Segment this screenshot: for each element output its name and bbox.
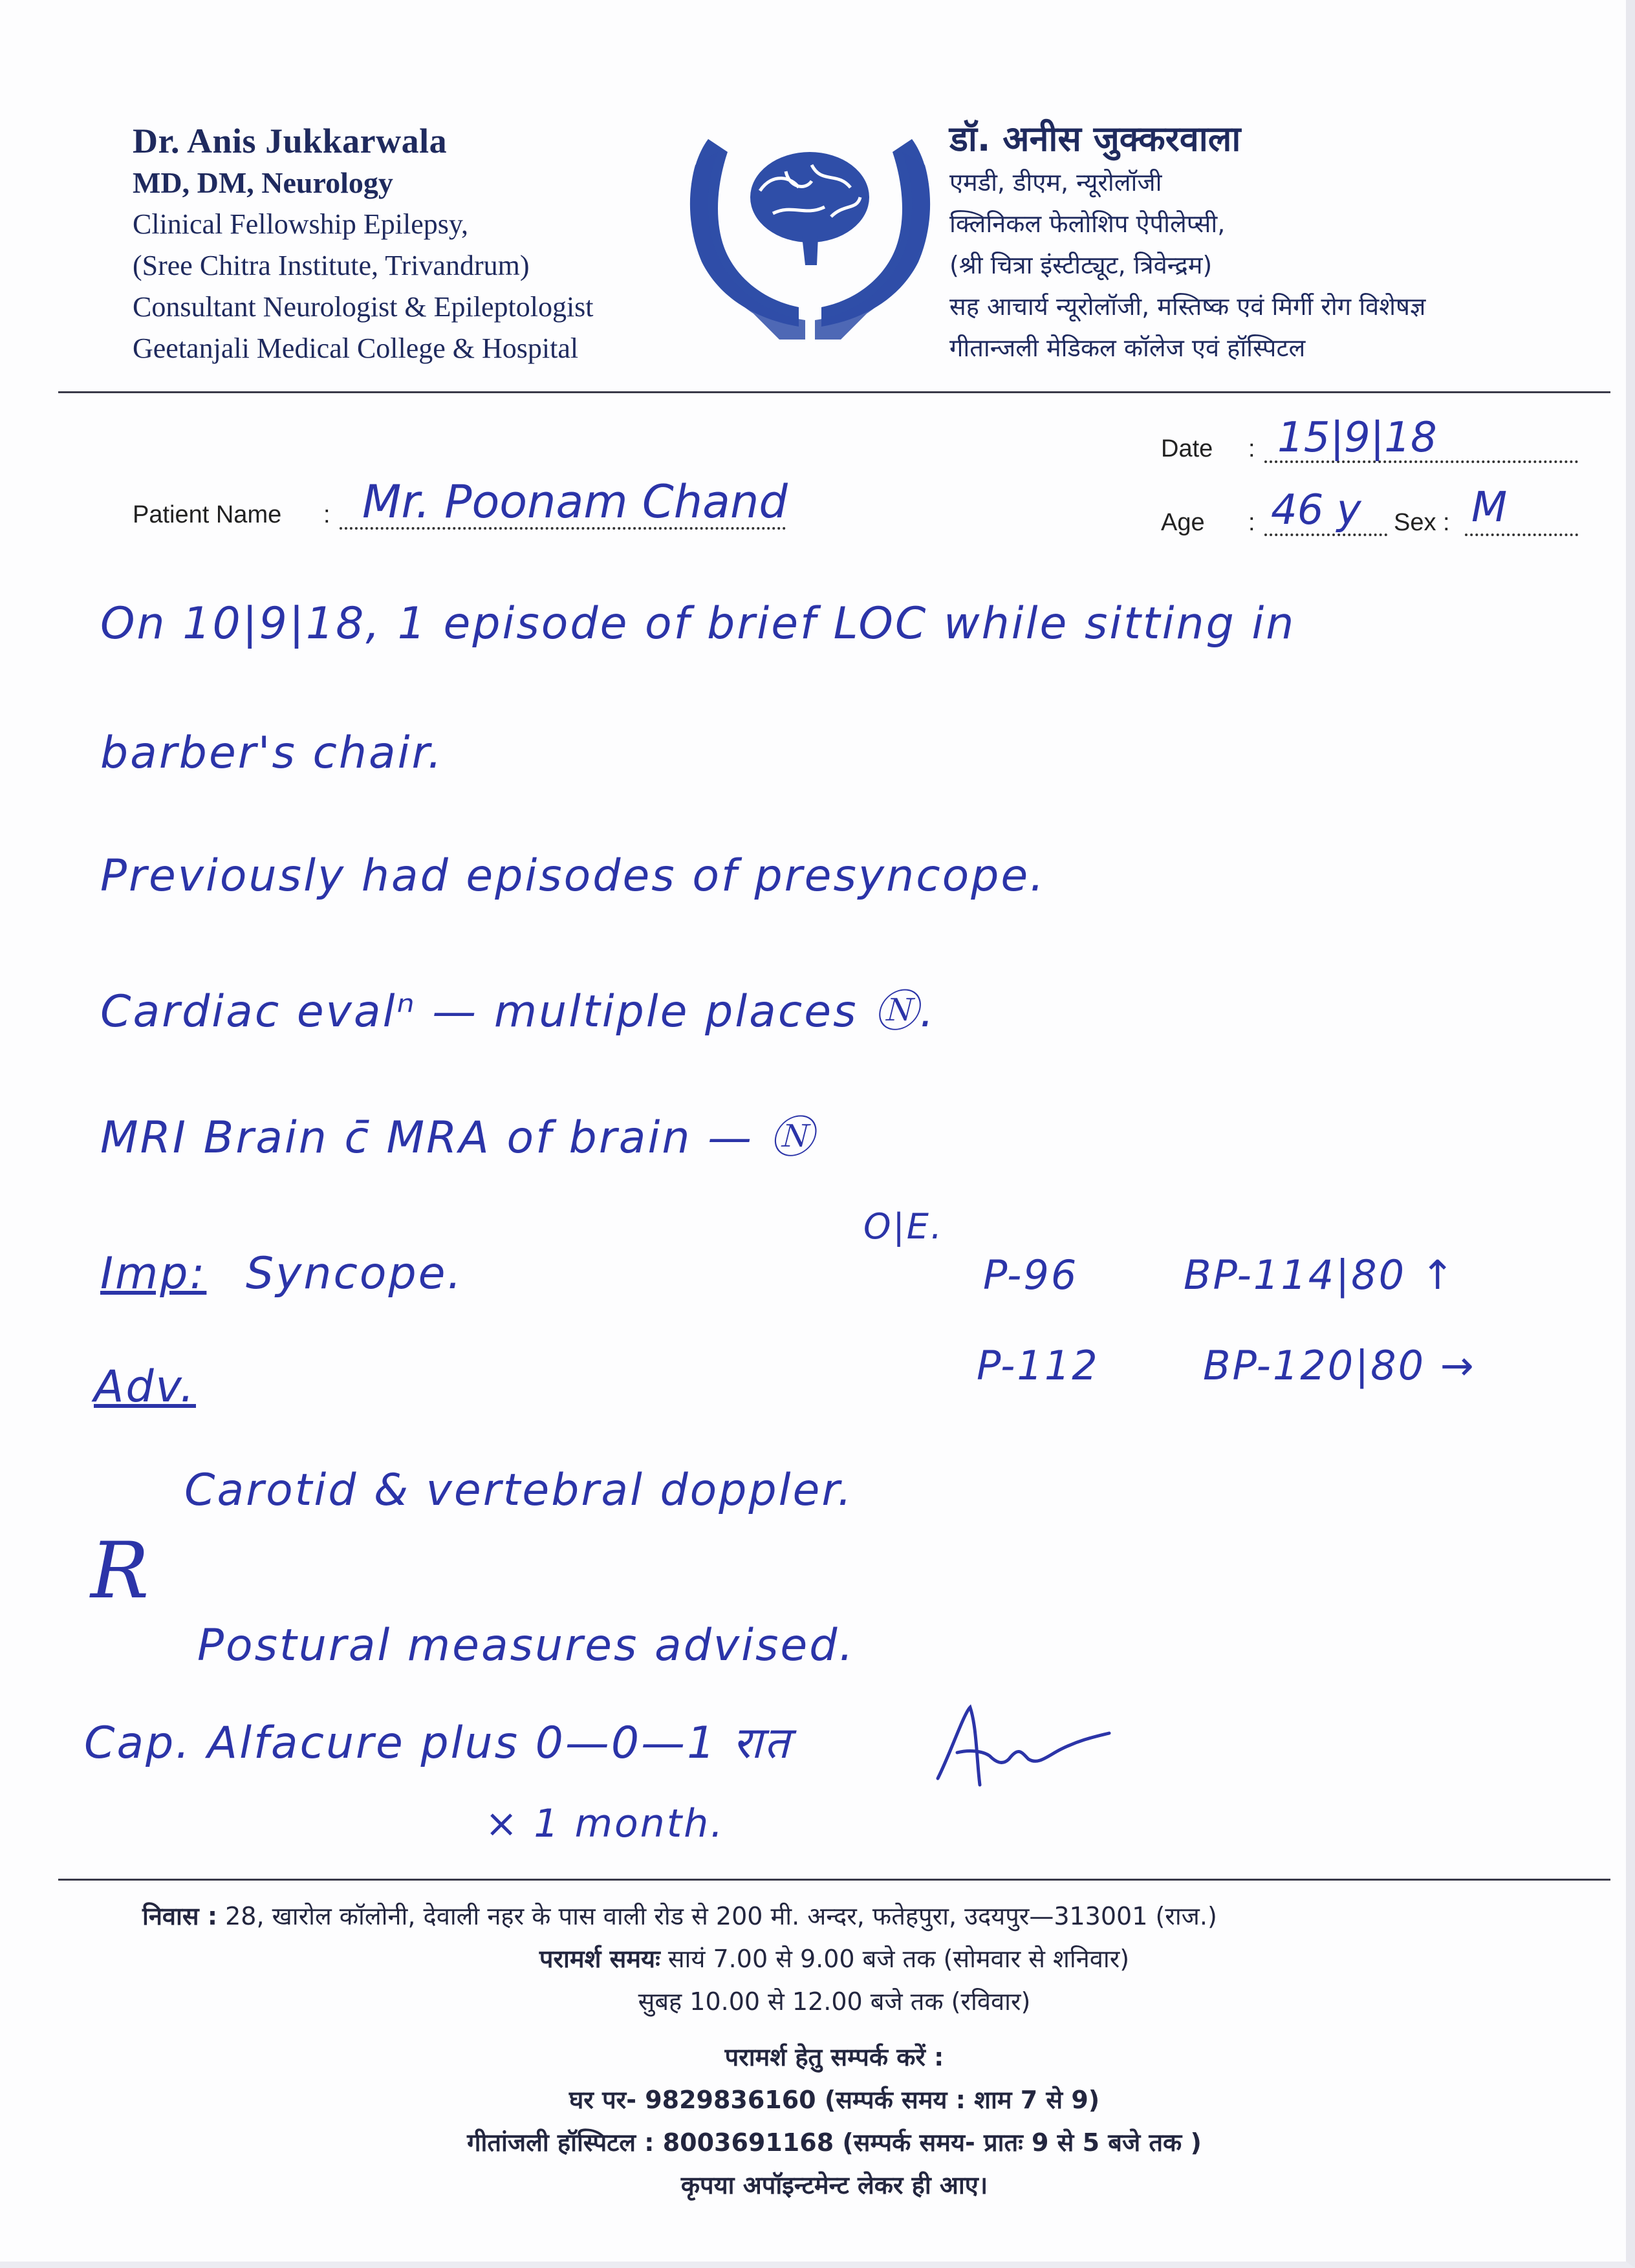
header-hi-line: सह आचार्य न्यूरोलॉजी, मस्तिष्क एवं मिर्गी रोग विशेषज्ञ (949, 292, 1426, 321)
sex-dotline (1465, 534, 1578, 536)
footer-timing-row (58, 1938, 1610, 1980)
age-colon: : (1248, 509, 1255, 536)
date-colon: : (1248, 435, 1255, 462)
header-english (133, 120, 715, 369)
contact-hospital: गीतांजली हॉस्पिटल : 8003691168 (सम्पर्क समय- प्रातः 9 से 5 बजे तक ) (467, 2128, 1202, 2157)
contact-home: घर पर- 9829836160 (सम्पर्क समय : शाम 7 से 9) (568, 2086, 1100, 2114)
sex-value: M (1471, 484, 1508, 532)
header-hi-line: एमडी, डीएम, न्यूरोलॉजी (949, 168, 1162, 197)
brain-in-hands-icon (682, 126, 938, 346)
note-line-3: Previously had episodes of presyncope. (100, 850, 1046, 902)
doctor-signature (931, 1701, 1112, 1798)
rx-symbol: R (91, 1526, 149, 1616)
doctor-name-en: Dr. Anis Jukkarwala (133, 122, 448, 160)
impression-label: Imp: (100, 1248, 207, 1299)
rx-line-1: Postural measures advised. (197, 1620, 856, 1671)
header-en-line: Geetanjali Medical College & Hospital (133, 332, 579, 364)
note-line-1: On 10|9|18, 1 episode of brief LOC while sitting in (100, 598, 1296, 649)
advice-label: Adv. (94, 1361, 196, 1412)
note-line-5: MRI Brain c̄ MRA of brain — Ⓝ (100, 1112, 816, 1163)
vitals-pulse-1: P-96 (983, 1251, 1079, 1299)
age-label: Age (1161, 509, 1205, 536)
on-examination-label: O|E. (863, 1206, 944, 1247)
patient-name-value: Mr. Poonam Chand (362, 475, 788, 528)
doctor-name-hi: डॉ. अनीस जुक्करवाला (949, 118, 1241, 159)
impression-value: Syncope. (246, 1248, 464, 1299)
sex-label: Sex : (1394, 509, 1450, 536)
header-en-line: Clinical Fellowship Epilepsy, (133, 208, 468, 240)
timing-weekday: सायं 7.00 से 9.00 बजे तक (सोमवार से शनिवार) (667, 1945, 1130, 1973)
header-hi-line: क्लिनिकल फेलोशिप ऐपीलेप्सी, (949, 210, 1226, 238)
doctor-degree-en: MD, DM, Neurology (133, 166, 393, 199)
header-hindi (949, 116, 1564, 369)
patient-name-colon: : (323, 501, 330, 528)
address-label: निवास : (142, 1902, 218, 1930)
timing-sunday: सुबह 10.00 से 12.00 बजे तक (रविवार) (638, 1987, 1031, 2016)
contact-heading: परामर्श हेतु सम्पर्क करें : (724, 2043, 944, 2071)
advice-value: Carotid & vertebral doppler. (184, 1465, 854, 1516)
header-hi-line: (श्री चित्रा इंस्टीट्यूट, त्रिवेन्द्रम) (949, 251, 1213, 279)
rx-line-2: Cap. Alfacure plus 0—0—1 रात (84, 1718, 792, 1769)
date-label: Date (1161, 435, 1213, 462)
date-value: 15|9|18 (1277, 414, 1437, 462)
vitals-bp-1: BP-114|80 ↑ (1184, 1251, 1456, 1299)
footer-divider (58, 1879, 1610, 1881)
note-line-2: barber's chair. (100, 728, 444, 779)
vitals-bp-2: BP-120|80 → (1203, 1342, 1476, 1389)
header-en-line: Consultant Neurologist & Epileptologist (133, 291, 594, 323)
header-divider (58, 391, 1610, 393)
note-line-4: Cardiac evalⁿ — multiple places Ⓝ. (100, 986, 936, 1037)
timing-label: परामर्श समयः (539, 1945, 660, 1973)
header-en-line: (Sree Chitra Institute, Trivandrum) (133, 250, 530, 281)
footer (58, 1895, 1610, 2207)
footer-address-row (58, 1895, 1610, 1938)
rx-line-3: × 1 month. (485, 1801, 725, 1846)
appointment-note: कृपया अपॉइन्टमेन्ट लेकर ही आए। (680, 2171, 988, 2199)
vitals-pulse-2: P-112 (977, 1342, 1099, 1389)
patient-name-label: Patient Name (133, 501, 282, 528)
header-hi-line: गीतान्जली मेडिकल कॉलेज एवं हॉस्पिटल (949, 334, 1306, 362)
address-text: 28, खारोल कॉलोनी, देवाली नहर के पास वाली रोड से 200 मी. अन्दर, फतेहपुरा, उदयपुर—313001 (राज.) (225, 1902, 1217, 1930)
age-value: 46 y (1271, 486, 1361, 534)
